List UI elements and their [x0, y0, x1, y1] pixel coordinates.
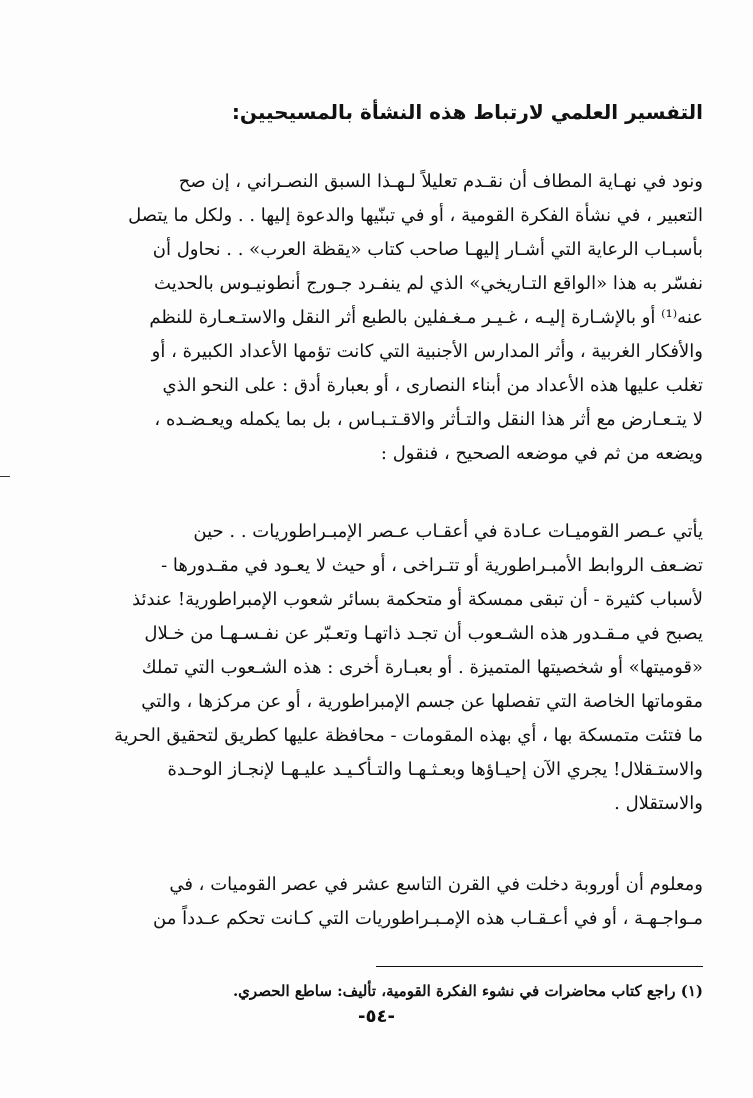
text-line: عنه⁽¹⁾ أو بالإشـارة إليـه ، غـيـر مـغـفلين بالطبع أثر النقل والاستـعـارة للنظم: [149, 307, 703, 328]
text-line: لا يتـعـارض مع أثر هذا النقل والتـأثر والاقـتـبـاس ، بل بما يكمله ويعـضـده ،: [154, 409, 703, 430]
margin-mark: [0, 476, 10, 477]
paragraph-3: [43, 868, 703, 936]
text-line: ومعلوم أن أوروبة دخلت في القرن التاسع عشر في عصر القوميات ، في: [169, 874, 703, 895]
paragraph-1: [43, 165, 703, 471]
text-line: ويضعه من ثم في موضعه الصحيح ، فنقول :: [380, 443, 703, 464]
text-line: ما فتئت متمسكة بها ، أي بهذه المقومات - محافظة عليها كطريق لتحقيق الحرية: [114, 725, 703, 746]
text-line: تضـعف الروابط الأمبـراطورية أو تتـراخى ، أو حيث لا يعـود في مقـدورها -: [161, 555, 703, 576]
text-line: والأفكار الغربية ، وأثر المدارس الأجنبية التي كانت تؤمها الأعداد الكبيرة ، أو: [151, 341, 703, 362]
page-number: -٥٤-: [358, 1006, 395, 1027]
text-line: يأتي عـصر القوميـات عـادة في أعقـاب عـصر الإمبـراطوريات . . حين: [193, 521, 703, 542]
footnote: (١) راجع كتاب محاضرات في نشوء الفكرة القومية، تأليف: ساطع الحصري.: [232, 982, 703, 1000]
text-line: ونود في نهـاية المطاف أن نقـدم تعليلاً لـهـذا السبق النصـراني ، إن صح: [178, 171, 703, 192]
text-line: لأسباب كثيرة - أن تبقى ممسكة أو متحكمة بسائر شعوب الإمبراطورية! عندئذ: [132, 589, 703, 610]
paragraph-2: [43, 515, 703, 821]
text-line: مـواجـهـة ، أو في أعـقـاب هذه الإمـبـراطوريات التي كـانت تحكم عـدداً من: [153, 908, 703, 929]
text-line: يصبح في مـقـدور هذه الشـعوب أن تجـد ذاتهـا وتعـبّر عن نفـسـهـا من خـلال: [144, 623, 703, 644]
text-line: التعبير ، في نشأة الفكرة القومية ، أو في تبنّيها والدعوة إليها . . ولكل ما يتصل: [128, 205, 703, 226]
text-line: نفسّر به هذا «الواقع التـاريخي» الذي لم ينفـرد جـورج أنطونيـوس بالحديث: [154, 273, 703, 294]
section-heading: التفسير العلمي لارتباط هذه النشأة بالمسيحيين:: [231, 100, 703, 124]
text-line: والاستقلال .: [614, 793, 703, 814]
text-line: مقوماتها الخاصة التي تفصلها عن جسم الإمبراطورية ، أو عن مركزها ، والتي: [141, 691, 703, 712]
text-line: «قوميتها» أو شخصيتها المتميزة . أو بعبـارة أخرى : هذه الشـعوب التي تملك: [141, 657, 703, 678]
text-line: بأسبـاب الرعاية التي أشـار إليهـا صاحب كتاب «يقظة العرب» . . نحاول أن: [152, 239, 703, 260]
footnote-divider: [376, 966, 703, 967]
text-line: والاستـقلال! يجري الآن إحيـاؤها وبعـثـهـا والتـأكـيـد عليـهـا لإنجـاز الوحـدة: [167, 759, 703, 780]
text-line: تغلب عليها هذه الأعداد من أبناء النصارى ، أو بعبارة أدق : على النحو الذي: [162, 375, 703, 396]
